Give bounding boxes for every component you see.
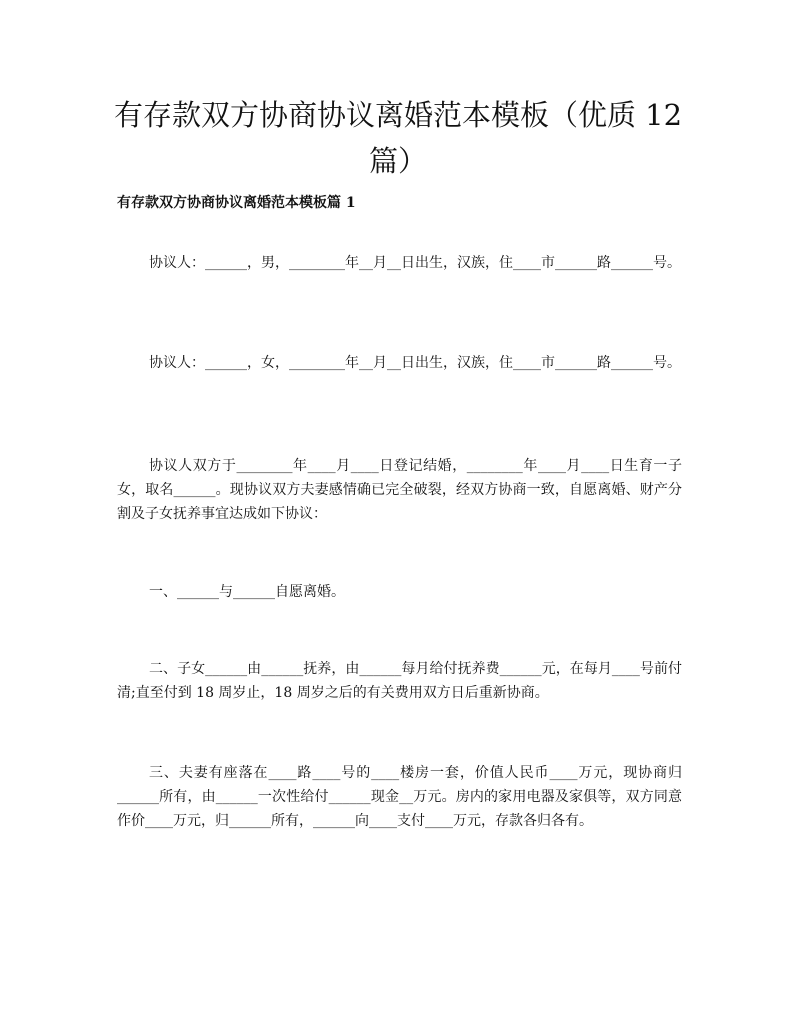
paragraph-clause-3: 三、夫妻有座落在____路____号的____楼房一套，价值人民币____万元，现协商归______所有，由______一次性给付______现金__万元。房内的家用电器及家俱等，双方同意作价____万元，归______所有，______向____支付____万元，存款各归各有。 xyxy=(117,765,682,829)
paragraph-clause-1: 一、______与______自愿离婚。 xyxy=(149,584,345,600)
paragraph-party-male: 协议人：______，男，________年__月__日出生，汉族，住____市______路______号。 xyxy=(149,255,681,271)
paragraph-marriage-info: 协议人双方于________年____月____日登记结婚，________年____月____日生育一子女，取名______。现协议双方夫妻感情确已完全破裂，经双方协商一致，自愿离婚、财产分割及子女抚养事宜达成如下协议： xyxy=(117,458,682,522)
document-title: 有存款双方协商协议离婚范本模板（优质 12 篇） xyxy=(113,98,683,178)
section-heading: 有存款双方协商协议离婚范本模板篇 1 xyxy=(117,195,356,211)
paragraph-party-female: 协议人：______，女，________年__月__日出生，汉族，住____市______路______号。 xyxy=(149,355,681,371)
paragraph-clause-2: 二、子女______由______抚养，由______每月给付抚养费______元，在每月____号前付清;直至付到 18 周岁止，18 周岁之后的有关费用双方日后重新协商。 xyxy=(117,661,682,701)
